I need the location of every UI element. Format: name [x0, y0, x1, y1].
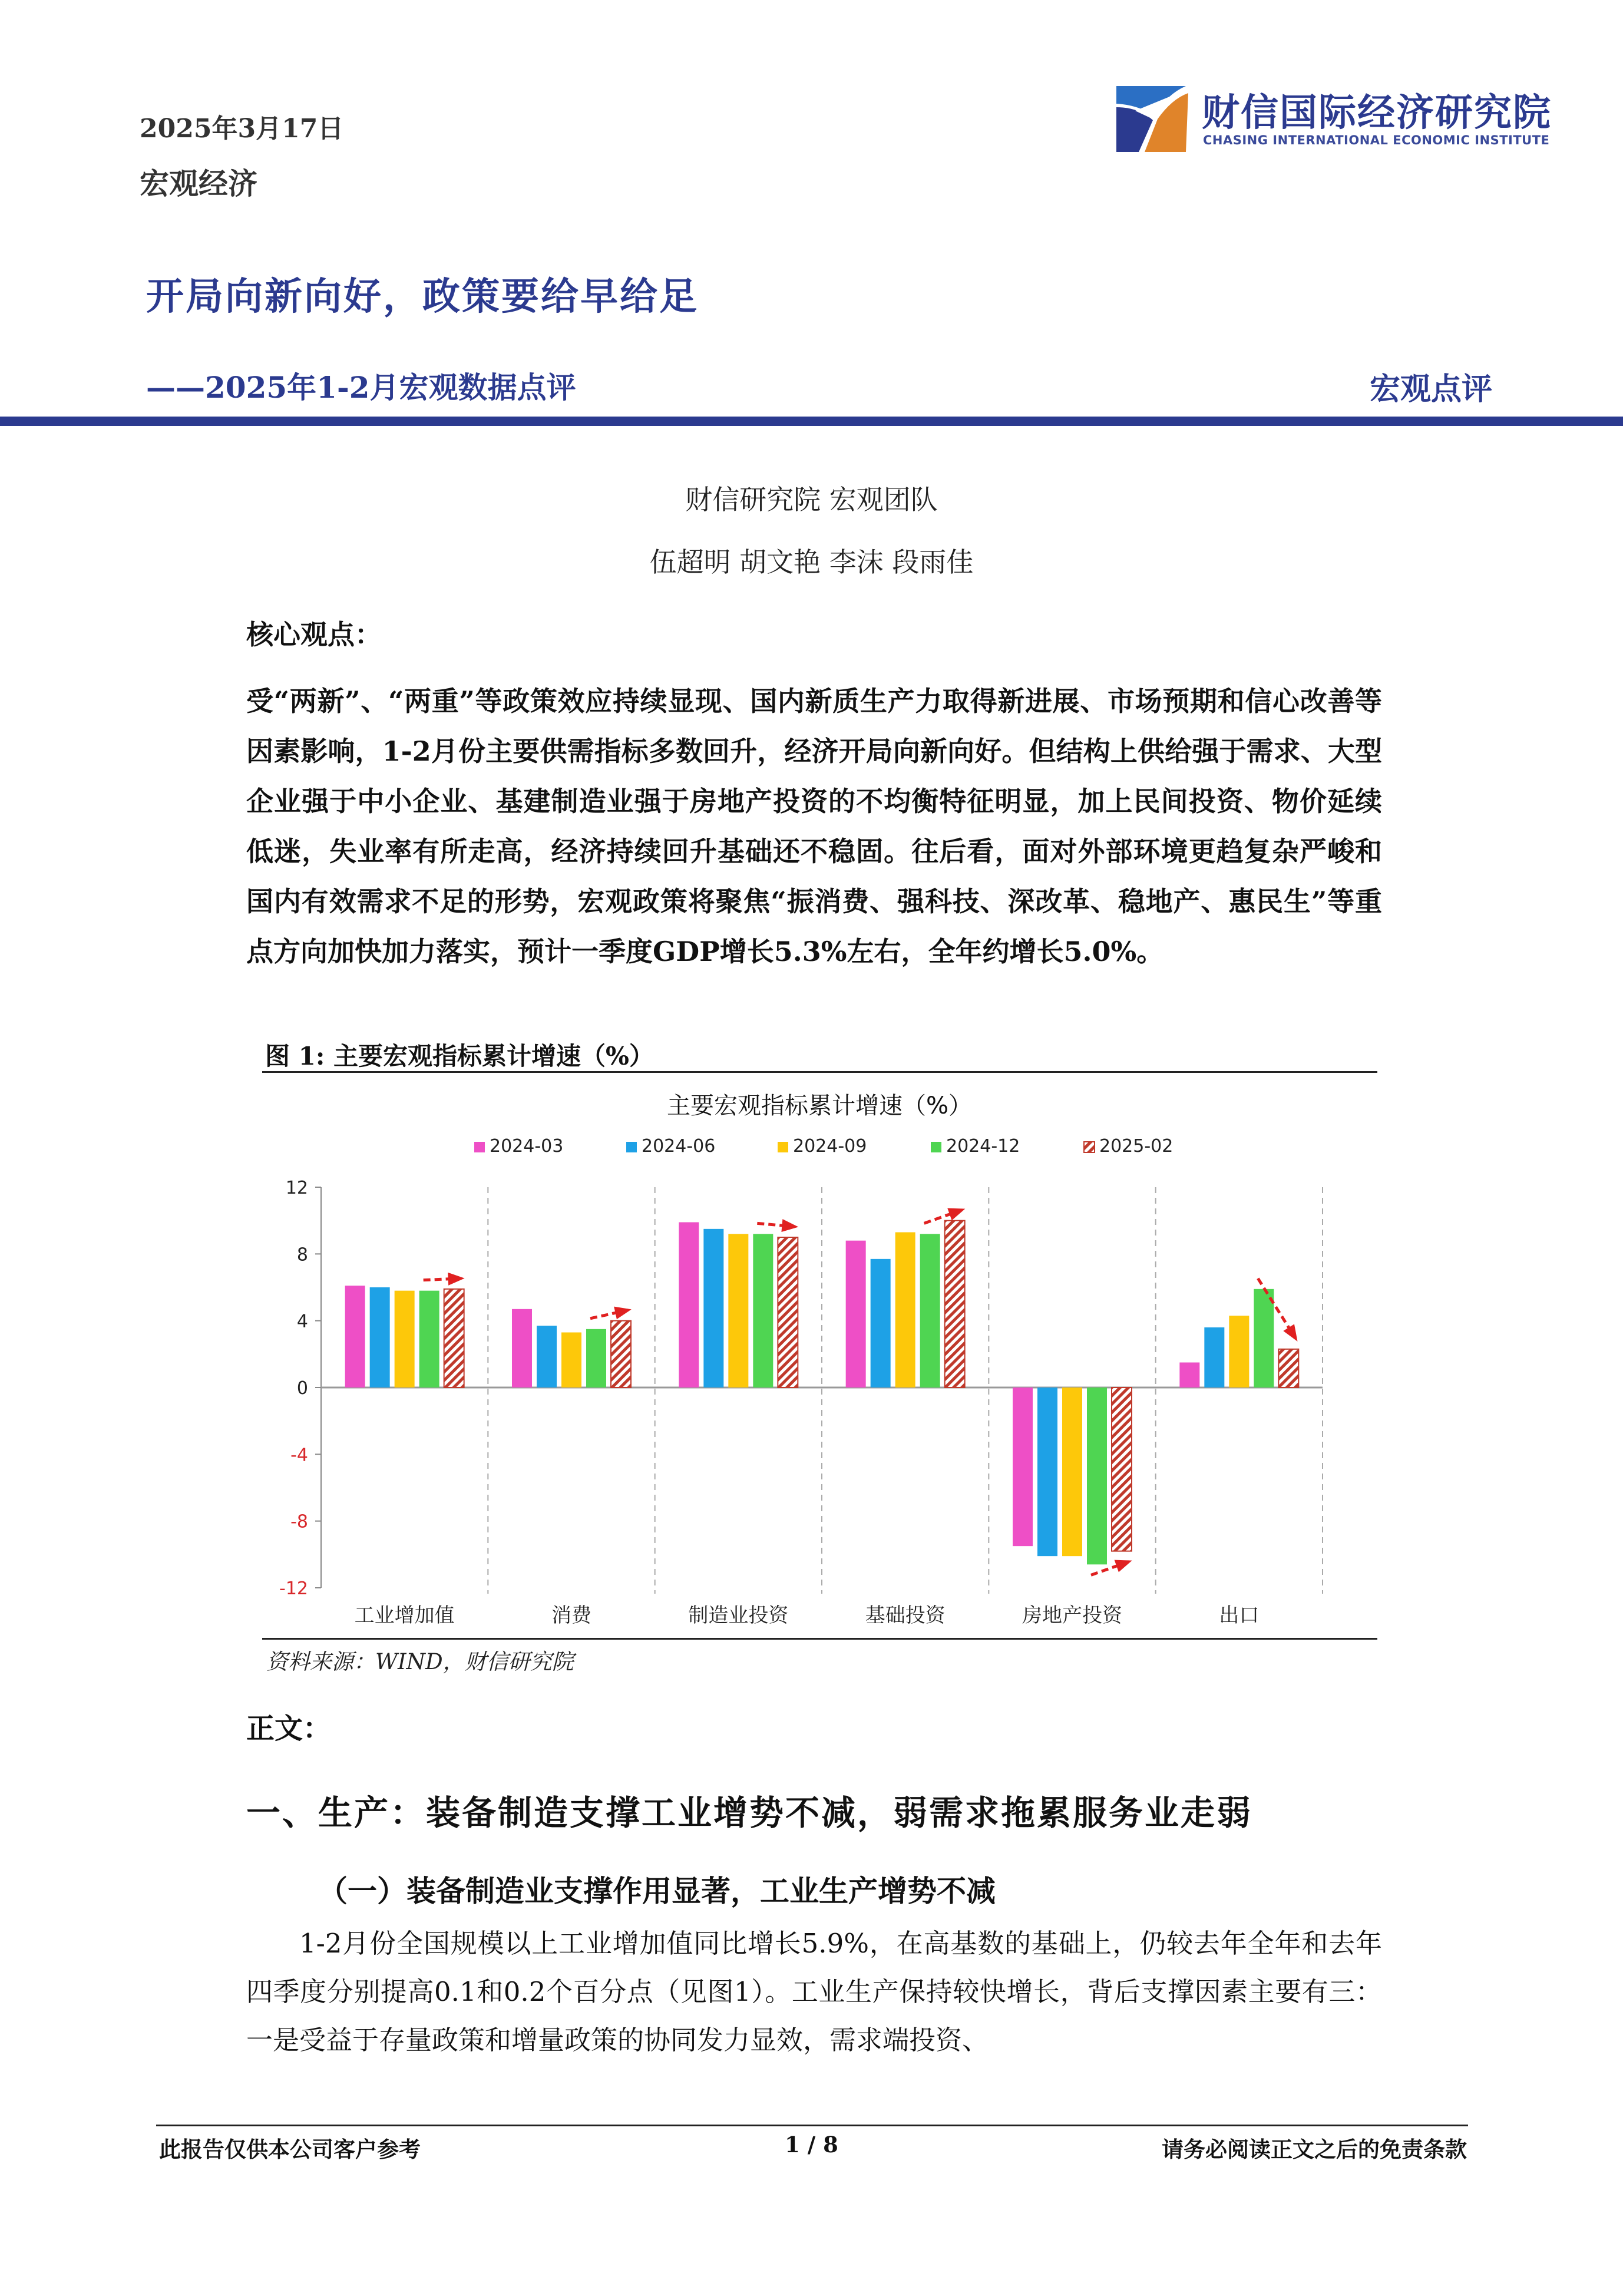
bar — [753, 1234, 773, 1387]
bar — [419, 1291, 439, 1387]
y-tick-label: 12 — [285, 1178, 308, 1198]
bar — [586, 1329, 606, 1387]
core-view-text: 受“两新”、“两重”等政策效应持续显现、国内新质生产力取得新进展、市场预期和信心改善等因素影响，1-2月份主要供需指标多数回升，经济开局向新向好。但结构上供给强于需求、大型企业强于中小企业、基建制造业强于房地产投资的不均衡特征明显，加上民间投资、物价延续低迷，失业率有所走高，经济持续回升基础还不稳固。往后看，面对外部环境更趋复杂严峻和国内有效需求不足的形势，宏观政策将聚焦“振消费、强科技、深改革、稳地产、惠民生”等重点方向加快加力落实，预计一季度GDP增长5.3%左右，全年约增长5.0%。 — [246, 685, 1382, 967]
category-label: 基础投资 — [865, 1604, 946, 1627]
bar — [345, 1286, 365, 1387]
bar-chart-svg — [262, 1077, 1377, 1638]
report-category: 宏观经济 — [140, 166, 257, 201]
bar — [871, 1259, 891, 1387]
bar — [395, 1291, 415, 1387]
figure-caption: 图 1: 主要宏观指标累计增速（%） — [265, 1042, 654, 1071]
team-name: 财信研究院 宏观团队 — [685, 484, 938, 516]
trend-arrowhead — [448, 1273, 464, 1286]
legend-swatch — [626, 1142, 637, 1152]
bar — [1204, 1327, 1224, 1387]
bar — [1254, 1289, 1274, 1387]
bar — [895, 1233, 915, 1388]
y-tick-label: -8 — [290, 1511, 308, 1532]
trend-arrowhead — [1115, 1560, 1132, 1572]
bar — [1112, 1387, 1132, 1551]
section-heading-1: 一、生产：装备制造支撑工业增势不减，弱需求拖累服务业走弱 — [246, 1793, 1253, 1833]
body-paragraph-1: 1-2月份全国规模以上工业增加值同比增长5.9%，在高基数的基础上，仍较去年全年和去年四季度分别提高0.1和0.2个百分点（见图1）。工业生产保持较快增长，背后支撑因素主要有三：一是受益于存量政策和增量政策的协同发力显效，需求端投资、 — [246, 1928, 1382, 2056]
y-tick-label: -4 — [290, 1445, 308, 1466]
category-label: 消费 — [551, 1604, 591, 1627]
figure-top-rule — [262, 1071, 1377, 1073]
bar — [1087, 1387, 1107, 1564]
legend-label: 2024-03 — [490, 1136, 564, 1157]
report-type-tag: 宏观点评 — [1369, 371, 1492, 407]
trend-arrowhead — [781, 1219, 798, 1232]
page-number: 1 / 8 — [785, 2132, 838, 2158]
report-subtitle: ——2025年1-2月宏观数据点评 — [146, 370, 576, 405]
bar — [778, 1237, 798, 1387]
institute-logo-icon — [1110, 81, 1192, 157]
footer-rule — [156, 2125, 1468, 2126]
body-label: 正文： — [246, 1712, 332, 1745]
legend-swatch — [474, 1142, 485, 1152]
footer-disclaimer-right: 请务必阅读正文之后的免责条款 — [1162, 2136, 1467, 2162]
bar — [537, 1326, 557, 1387]
category-label: 制造业投资 — [688, 1604, 789, 1627]
y-tick-label: 4 — [296, 1311, 308, 1332]
bar — [1179, 1363, 1199, 1388]
bar — [679, 1223, 699, 1388]
author-list: 伍超明 胡文艳 李沫 段雨佳 — [649, 546, 974, 578]
bar-chart — [262, 1077, 1377, 1638]
bar — [1013, 1387, 1033, 1546]
bar — [611, 1321, 631, 1387]
bar — [1062, 1387, 1082, 1556]
bar — [444, 1289, 464, 1387]
category-label: 房地产投资 — [1022, 1604, 1122, 1627]
bar — [370, 1287, 390, 1387]
core-view-heading: 核心观点： — [246, 619, 382, 650]
bar — [920, 1234, 940, 1387]
bar — [945, 1221, 965, 1387]
figure-source: 资料来源：WIND，财信研究院 — [266, 1649, 574, 1674]
institute-name-cn: 财信国际经济研究院 — [1202, 91, 1552, 135]
bar — [1229, 1316, 1249, 1387]
bar — [512, 1309, 532, 1387]
trend-arrowhead — [614, 1307, 632, 1319]
y-tick-label: -12 — [279, 1578, 308, 1599]
bar — [1278, 1349, 1298, 1387]
category-label: 工业增加值 — [354, 1604, 455, 1627]
trend-arrowhead — [1283, 1324, 1297, 1342]
bar — [1037, 1387, 1057, 1556]
legend-label: 2024-09 — [793, 1136, 867, 1157]
bar — [846, 1241, 866, 1387]
legend-swatch — [1084, 1142, 1095, 1152]
trend-arrowhead — [947, 1208, 965, 1221]
legend-swatch — [931, 1142, 941, 1152]
legend-swatch — [778, 1142, 788, 1152]
report-title: 开局向新向好，政策要给早给足 — [146, 275, 699, 319]
figure-bottom-rule — [262, 1638, 1377, 1640]
bar — [561, 1333, 581, 1388]
y-tick-label: 0 — [296, 1378, 308, 1399]
institute-name-en: CHASING INTERNATIONAL ECONOMIC INSTITUTE — [1203, 133, 1550, 147]
footer-disclaimer-left: 此报告仅供本公司客户参考 — [159, 2136, 421, 2162]
report-date: 2025年3月17日 — [140, 114, 344, 144]
legend-label: 2024-12 — [946, 1136, 1020, 1157]
subsection-heading-1: （一）装备制造业支撑作用显著，工业生产增势不减 — [318, 1874, 996, 1908]
legend-label: 2024-06 — [642, 1136, 716, 1157]
category-label: 出口 — [1219, 1604, 1260, 1627]
chart-title: 主要宏观指标累计增速（%） — [666, 1092, 973, 1119]
y-tick-label: 8 — [296, 1244, 308, 1266]
bar — [728, 1234, 748, 1387]
header-divider — [0, 417, 1623, 426]
legend-label: 2025-02 — [1099, 1136, 1174, 1157]
bar — [703, 1229, 723, 1387]
